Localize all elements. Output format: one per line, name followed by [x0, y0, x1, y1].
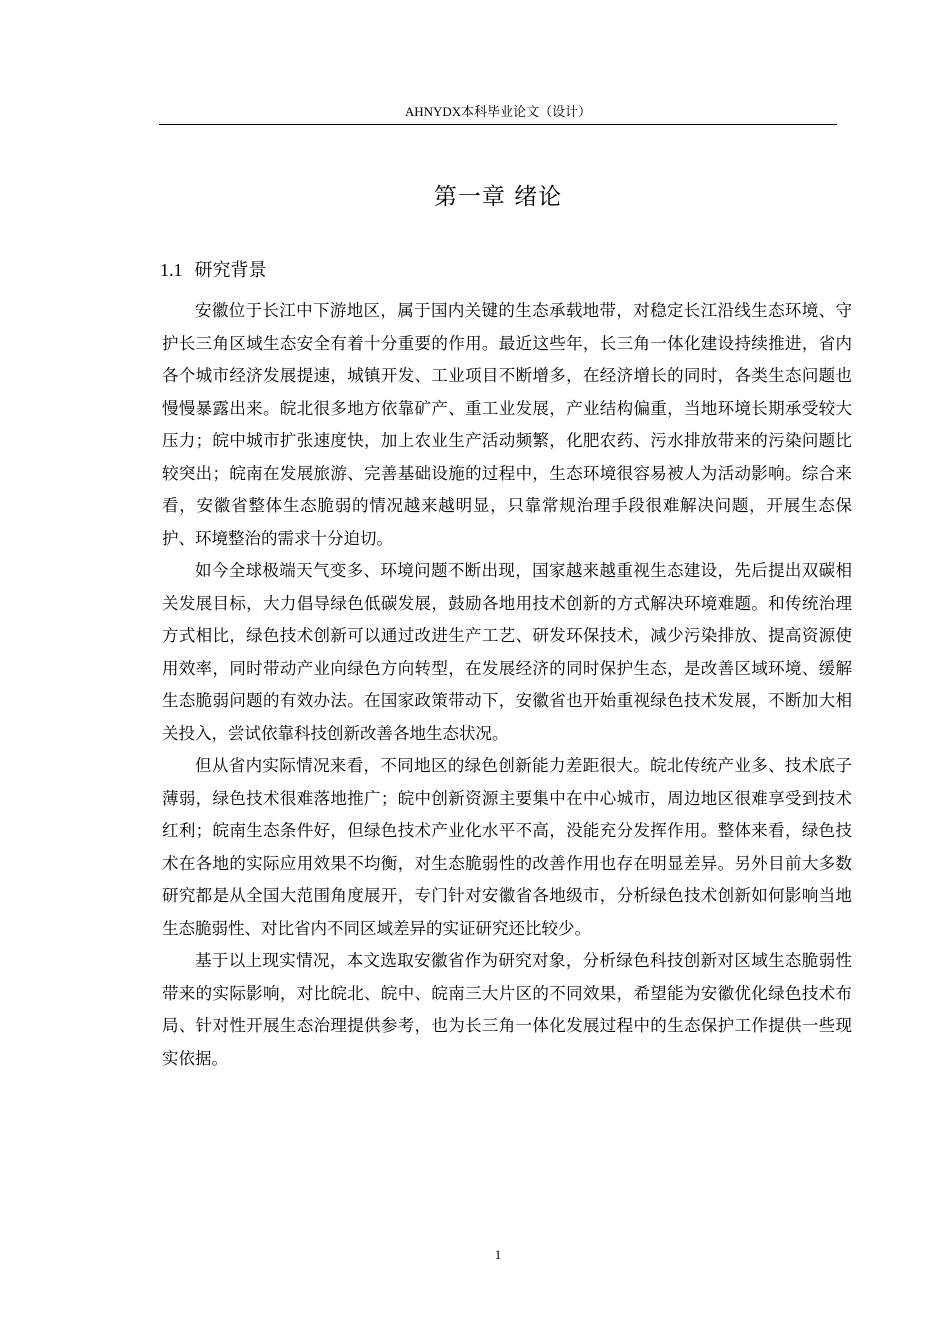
section-number: 1.1 — [160, 260, 183, 280]
header-rule — [159, 124, 837, 125]
section-heading — [160, 256, 267, 285]
page-number: 1 — [494, 1247, 502, 1262]
paragraph: 如今全球极端天气变多、环境问题不断出现，国家越来越重视生态建设，先后提出双碳相关发展目标，大力倡导绿色低碳发展，鼓励各地用技术创新的方式解决环境难题。和传统治理方式相比，绿色技术创新可以通过改进生产工艺、研发环保技术，减少污染排放、提高资源使用效率，同时带动产业向绿色方向转型，在发展经济的同时保护生态，是改善区域环境、缓解生态脆弱问题的有效办法。在国家政策带动下，安徽省也开始重视绿色技术发展，不断加大相关投入，尝试依靠科技创新改善各地生态状况。 — [162, 561, 852, 743]
running-header: AHNYDX本科毕业论文（设计） — [404, 104, 592, 119]
chapter-title: 第一章 绪论 — [433, 184, 563, 210]
section-title: 研究背景 — [194, 260, 267, 281]
paragraph: 基于以上现实情况，本文选取安徽省作为研究对象，分析绿色科技创新对区域生态脆弱性带来的实际影响，对比皖北、皖中、皖南三大片区的不同效果，希望能为安徽优化绿色技术布局、针对性开展生态治理提供参考，也为长三角一体化发展过程中的生态保护工作提供一些现实依据。 — [162, 951, 852, 1068]
paragraph: 安徽位于长江中下游地区，属于国内关键的生态承载地带，对稳定长江沿线生态环境、守护长三角区域生态安全有着十分重要的作用。最近这些年，长三角一体化建设持续推进，省内各个城市经济发展提速，城镇开发、工业项目不断增多，在经济增长的同时，各类生态问题也慢慢暴露出来。皖北很多地方依靠矿产、重工业发展，产业结构偏重，当地环境长期承受较大压力；皖中城市扩张速度快，加上农业生产活动频繁，化肥农药、污水排放带来的污染问题比较突出；皖南在发展旅游、完善基础设施的过程中，生态环境很容易被人为活动影响。综合来看，安徽省整体生态脆弱的情况越来越明显，只靠常规治理手段很难解决问题，开展生态保护、环境整治的需求十分迫切。 — [162, 301, 852, 548]
paragraph: 但从省内实际情况来看，不同地区的绿色创新能力差距很大。皖北传统产业多、技术底子薄弱，绿色技术很难落地推广；皖中创新资源主要集中在中心城市，周边地区很难享受到技术红利；皖南生态条件好，但绿色技术产业化水平不高，没能充分发挥作用。整体来看，绿色技术在各地的实际应用效果不均衡，对生态脆弱性的改善作用也存在明显差异。另外目前大多数研究都是从全国大范围角度展开，专门针对安徽省各地级市，分析绿色技术创新如何影响当地生态脆弱性、对比省内不同区域差异的实证研究还比较少。 — [162, 756, 852, 938]
body-text — [162, 295, 852, 1075]
